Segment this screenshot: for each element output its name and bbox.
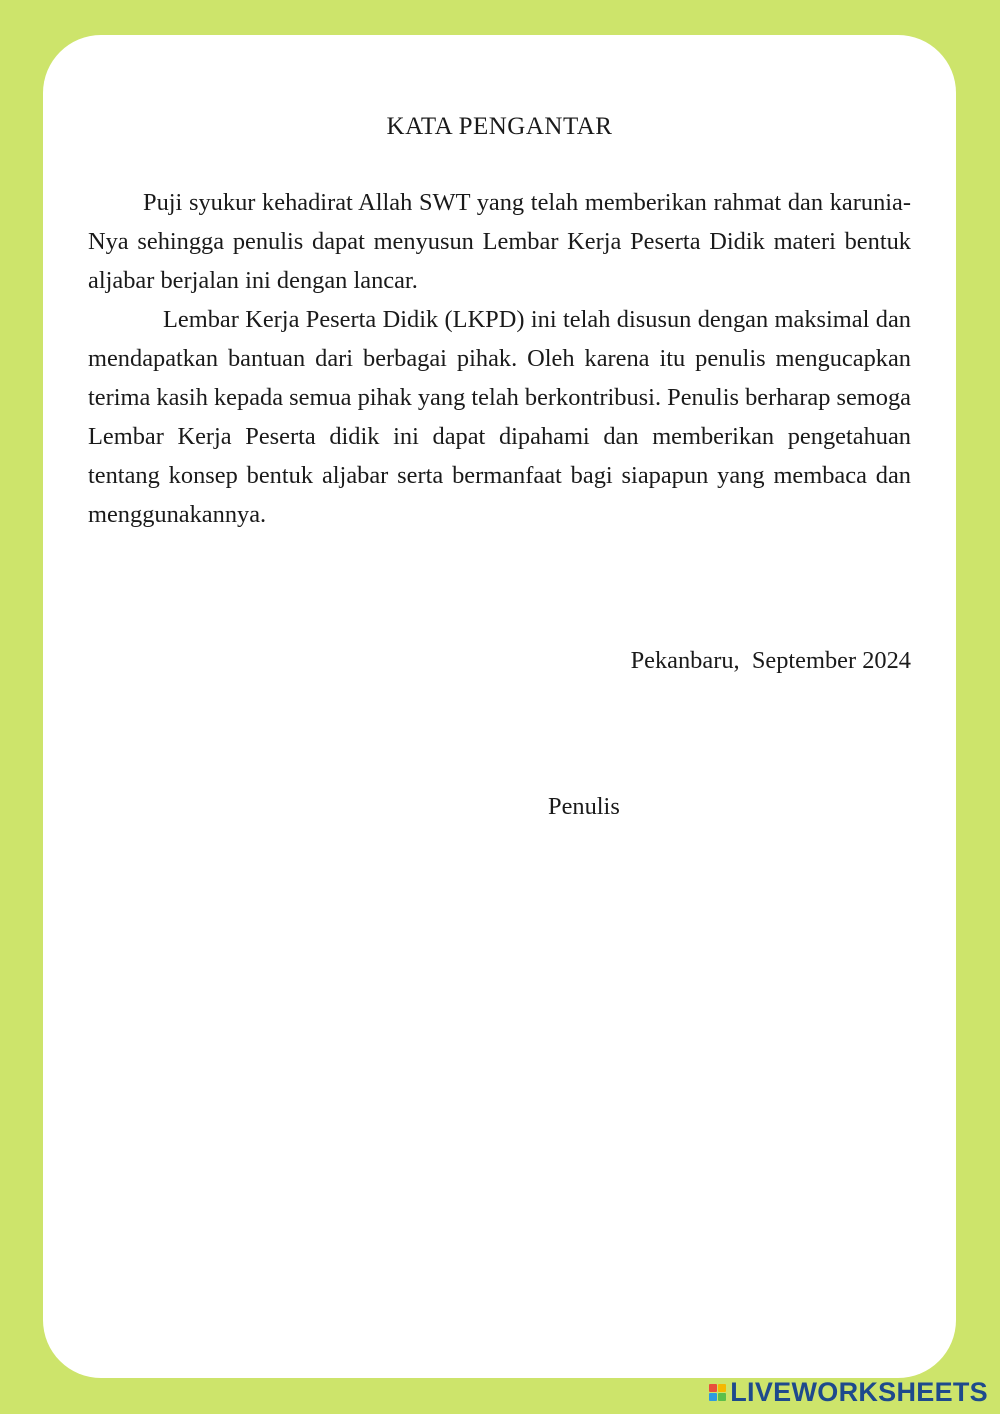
paragraph-2: Lembar Kerja Peserta Didik (LKPD) ini telah disusun dengan maksimal dan mendapatkan bantuan dari berbagai pihak. Oleh karena itu penulis mengucapkan terima kasih kepada semua pihak yang telah berkontribusi. Penulis berharap semoga Lembar Kerja Peserta didik ini dapat dipahami dan memberikan pengetahuan tentang konsep bentuk aljabar serta bermanfaat bagi siapapun yang membaca dan menggunakannya. xyxy=(88,306,911,528)
place-date: Pekanbaru, September 2024 xyxy=(630,647,911,674)
author-signature: Penulis xyxy=(548,793,620,820)
body-text xyxy=(88,183,911,534)
page-title: KATA PENGANTAR xyxy=(386,113,613,140)
liveworksheets-logo-icon xyxy=(709,1384,726,1401)
document-page xyxy=(43,35,956,1378)
watermark-text: LIVEWORKSHEETS xyxy=(730,1377,988,1407)
paragraph-1: Puji syukur kehadirat Allah SWT yang telah memberikan rahmat dan karunia-Nya sehingga penulis dapat menyusun Lembar Kerja Peserta Didik materi bentuk aljabar berjalan ini dengan lancar. xyxy=(88,189,911,294)
liveworksheets-watermark xyxy=(709,1377,988,1408)
